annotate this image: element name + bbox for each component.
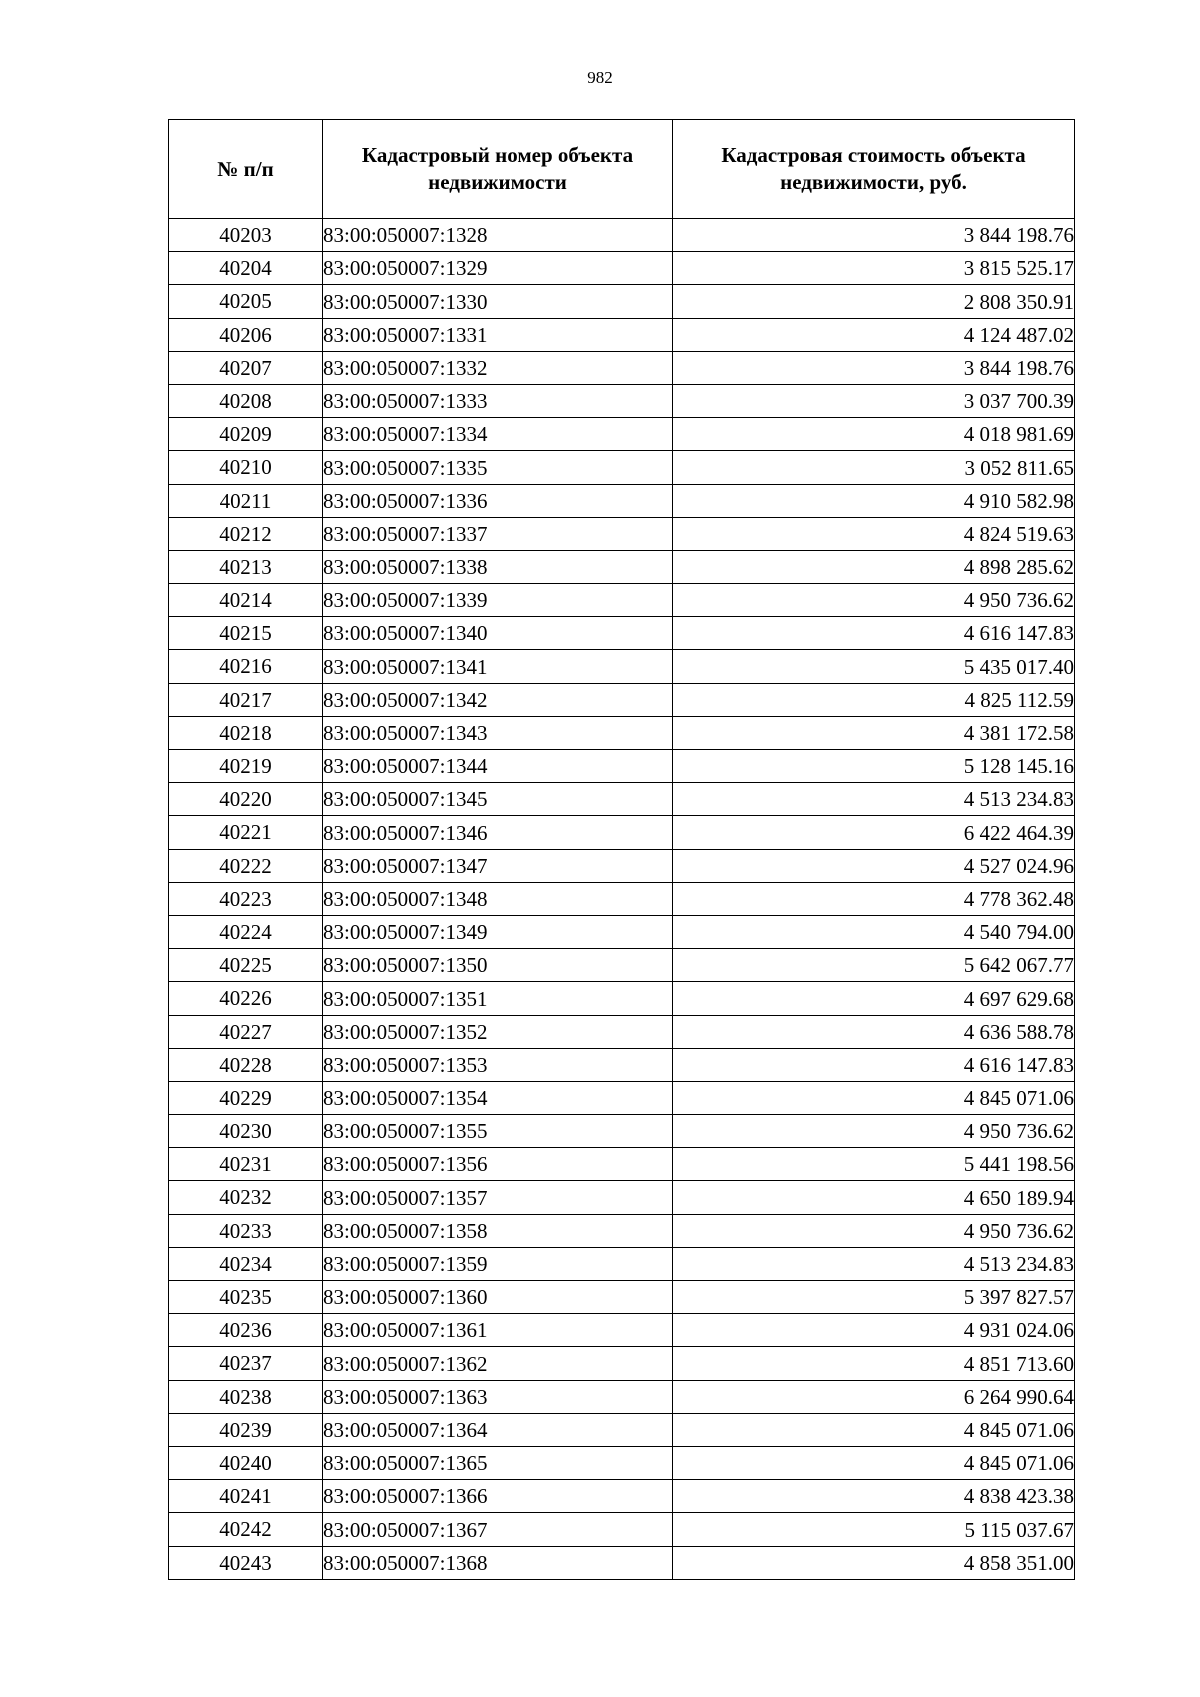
cadastral-value-cell: 4 950 736.62 (673, 1214, 1075, 1247)
cadastral-number-cell: 83:00:050007:1356 (323, 1148, 673, 1181)
cadastral-number-cell: 83:00:050007:1366 (323, 1480, 673, 1513)
table-row (169, 1148, 1075, 1181)
table-row (169, 949, 1075, 982)
cadastral-value-cell: 5 642 067.77 (673, 949, 1075, 982)
header-row-number: № п/п (169, 120, 323, 219)
header-cadastral-value: Кадастровая стоимость объекта недвижимости, руб. (673, 120, 1075, 219)
table-row (169, 1314, 1075, 1347)
table-row (169, 1347, 1075, 1380)
cadastral-value-cell: 3 815 525.17 (673, 252, 1075, 285)
table-row (169, 219, 1075, 252)
row-number-cell: 40225 (169, 949, 323, 982)
row-number-cell: 40236 (169, 1314, 323, 1347)
table-row (169, 484, 1075, 517)
row-number-cell: 40235 (169, 1281, 323, 1314)
table-row (169, 1081, 1075, 1114)
table-row (169, 550, 1075, 583)
row-number-cell: 40232 (169, 1181, 323, 1214)
row-number-cell: 40216 (169, 650, 323, 683)
cadastral-number-cell: 83:00:050007:1363 (323, 1380, 673, 1413)
cadastral-value-cell: 6 422 464.39 (673, 816, 1075, 849)
cadastral-number-cell: 83:00:050007:1329 (323, 252, 673, 285)
row-number-cell: 40222 (169, 849, 323, 882)
cadastral-number-cell: 83:00:050007:1367 (323, 1513, 673, 1546)
cadastral-value-cell: 5 441 198.56 (673, 1148, 1075, 1181)
cadastral-value-cell: 4 616 147.83 (673, 617, 1075, 650)
row-number-cell: 40207 (169, 351, 323, 384)
row-number-cell: 40218 (169, 716, 323, 749)
table-row (169, 1181, 1075, 1214)
cadastral-number-cell: 83:00:050007:1338 (323, 550, 673, 583)
row-number-cell: 40213 (169, 550, 323, 583)
table-row (169, 650, 1075, 683)
cadastral-value-cell: 4 898 285.62 (673, 550, 1075, 583)
cadastral-value-cell: 4 851 713.60 (673, 1347, 1075, 1380)
row-number-cell: 40227 (169, 1015, 323, 1048)
cadastral-number-cell: 83:00:050007:1349 (323, 915, 673, 948)
row-number-cell: 40208 (169, 384, 323, 417)
row-number-cell: 40224 (169, 915, 323, 948)
cadastral-number-cell: 83:00:050007:1348 (323, 882, 673, 915)
cadastral-number-cell: 83:00:050007:1334 (323, 418, 673, 451)
table-row (169, 683, 1075, 716)
table-row (169, 849, 1075, 882)
cadastral-number-cell: 83:00:050007:1346 (323, 816, 673, 849)
table-row (169, 451, 1075, 484)
cadastral-value-cell: 4 018 981.69 (673, 418, 1075, 451)
row-number-cell: 40220 (169, 783, 323, 816)
cadastral-number-cell: 83:00:050007:1336 (323, 484, 673, 517)
row-number-cell: 40223 (169, 882, 323, 915)
cadastral-number-cell: 83:00:050007:1331 (323, 318, 673, 351)
row-number-cell: 40211 (169, 484, 323, 517)
cadastral-number-cell: 83:00:050007:1350 (323, 949, 673, 982)
cadastral-number-cell: 83:00:050007:1332 (323, 351, 673, 384)
table-row (169, 882, 1075, 915)
table-row (169, 351, 1075, 384)
cadastral-value-cell: 3 844 198.76 (673, 219, 1075, 252)
row-number-cell: 40205 (169, 285, 323, 318)
table-row (169, 285, 1075, 318)
table-row (169, 1446, 1075, 1479)
cadastral-number-cell: 83:00:050007:1351 (323, 982, 673, 1015)
row-number-cell: 40234 (169, 1247, 323, 1280)
table-body (169, 219, 1075, 1580)
cadastral-number-cell: 83:00:050007:1347 (323, 849, 673, 882)
row-number-cell: 40219 (169, 750, 323, 783)
row-number-cell: 40230 (169, 1115, 323, 1148)
table-row (169, 915, 1075, 948)
cadastral-number-cell: 83:00:050007:1352 (323, 1015, 673, 1048)
table-row (169, 1281, 1075, 1314)
table-row (169, 1214, 1075, 1247)
cadastral-value-cell: 4 513 234.83 (673, 1247, 1075, 1280)
cadastral-number-cell: 83:00:050007:1357 (323, 1181, 673, 1214)
cadastral-value-cell: 5 397 827.57 (673, 1281, 1075, 1314)
cadastral-value-cell: 4 910 582.98 (673, 484, 1075, 517)
cadastral-value-cell: 2 808 350.91 (673, 285, 1075, 318)
row-number-cell: 40242 (169, 1513, 323, 1546)
row-number-cell: 40226 (169, 982, 323, 1015)
cadastral-number-cell: 83:00:050007:1364 (323, 1413, 673, 1446)
cadastral-value-cell: 4 540 794.00 (673, 915, 1075, 948)
cadastral-number-cell: 83:00:050007:1343 (323, 716, 673, 749)
row-number-cell: 40209 (169, 418, 323, 451)
table-row (169, 1115, 1075, 1148)
table-row (169, 1513, 1075, 1546)
table-row (169, 252, 1075, 285)
cadastral-value-cell: 5 115 037.67 (673, 1513, 1075, 1546)
row-number-cell: 40228 (169, 1048, 323, 1081)
cadastral-number-cell: 83:00:050007:1341 (323, 650, 673, 683)
cadastral-value-cell: 3 844 198.76 (673, 351, 1075, 384)
row-number-cell: 40212 (169, 517, 323, 550)
row-number-cell: 40203 (169, 219, 323, 252)
cadastral-value-cell: 3 052 811.65 (673, 451, 1075, 484)
cadastral-value-cell: 4 950 736.62 (673, 1115, 1075, 1148)
header-cadastral-number: Кадастровый номер объекта недвижимости (323, 120, 673, 219)
header-row (169, 120, 1075, 219)
row-number-cell: 40214 (169, 584, 323, 617)
cadastral-number-cell: 83:00:050007:1365 (323, 1446, 673, 1479)
cadastral-number-cell: 83:00:050007:1330 (323, 285, 673, 318)
table-row (169, 982, 1075, 1015)
table-row (169, 517, 1075, 550)
cadastral-number-cell: 83:00:050007:1360 (323, 1281, 673, 1314)
cadastral-number-cell: 83:00:050007:1359 (323, 1247, 673, 1280)
cadastral-value-cell: 4 950 736.62 (673, 584, 1075, 617)
table-row (169, 716, 1075, 749)
cadastral-value-cell: 4 778 362.48 (673, 882, 1075, 915)
row-number-cell: 40206 (169, 318, 323, 351)
table-row (169, 1480, 1075, 1513)
cadastral-value-cell: 4 845 071.06 (673, 1081, 1075, 1114)
table-row (169, 1413, 1075, 1446)
table-row (169, 1015, 1075, 1048)
cadastral-number-cell: 83:00:050007:1335 (323, 451, 673, 484)
row-number-cell: 40238 (169, 1380, 323, 1413)
cadastral-value-cell: 3 037 700.39 (673, 384, 1075, 417)
row-number-cell: 40240 (169, 1446, 323, 1479)
cadastral-value-cell: 4 513 234.83 (673, 783, 1075, 816)
cadastral-value-cell: 4 697 629.68 (673, 982, 1075, 1015)
cadastral-value-cell: 4 636 588.78 (673, 1015, 1075, 1048)
cadastral-value-cell: 4 858 351.00 (673, 1546, 1075, 1579)
cadastral-value-cell: 4 845 071.06 (673, 1446, 1075, 1479)
cadastral-value-table (168, 119, 1075, 1580)
cadastral-number-cell: 83:00:050007:1361 (323, 1314, 673, 1347)
cadastral-number-cell: 83:00:050007:1354 (323, 1081, 673, 1114)
row-number-cell: 40239 (169, 1413, 323, 1446)
cadastral-number-cell: 83:00:050007:1339 (323, 584, 673, 617)
cadastral-value-cell: 4 616 147.83 (673, 1048, 1075, 1081)
cadastral-number-cell: 83:00:050007:1355 (323, 1115, 673, 1148)
table-row (169, 584, 1075, 617)
table-row (169, 1546, 1075, 1579)
row-number-cell: 40241 (169, 1480, 323, 1513)
cadastral-value-cell: 5 128 145.16 (673, 750, 1075, 783)
cadastral-number-cell: 83:00:050007:1344 (323, 750, 673, 783)
row-number-cell: 40231 (169, 1148, 323, 1181)
table-row (169, 783, 1075, 816)
row-number-cell: 40237 (169, 1347, 323, 1380)
cadastral-value-cell: 4 124 487.02 (673, 318, 1075, 351)
table-row (169, 617, 1075, 650)
cadastral-value-cell: 4 838 423.38 (673, 1480, 1075, 1513)
row-number-cell: 40204 (169, 252, 323, 285)
cadastral-value-cell: 4 381 172.58 (673, 716, 1075, 749)
cadastral-value-cell: 4 931 024.06 (673, 1314, 1075, 1347)
cadastral-value-cell: 4 527 024.96 (673, 849, 1075, 882)
row-number-cell: 40221 (169, 816, 323, 849)
cadastral-number-cell: 83:00:050007:1340 (323, 617, 673, 650)
cadastral-value-cell: 4 824 519.63 (673, 517, 1075, 550)
row-number-cell: 40233 (169, 1214, 323, 1247)
cadastral-number-cell: 83:00:050007:1353 (323, 1048, 673, 1081)
table-row (169, 1247, 1075, 1280)
cadastral-number-cell: 83:00:050007:1337 (323, 517, 673, 550)
row-number-cell: 40217 (169, 683, 323, 716)
cadastral-number-cell: 83:00:050007:1333 (323, 384, 673, 417)
cadastral-value-cell: 5 435 017.40 (673, 650, 1075, 683)
cadastral-number-cell: 83:00:050007:1328 (323, 219, 673, 252)
cadastral-number-cell: 83:00:050007:1368 (323, 1546, 673, 1579)
row-number-cell: 40229 (169, 1081, 323, 1114)
table-row (169, 1048, 1075, 1081)
table-row (169, 418, 1075, 451)
row-number-cell: 40243 (169, 1546, 323, 1579)
table-row (169, 1380, 1075, 1413)
table-row (169, 750, 1075, 783)
cadastral-number-cell: 83:00:050007:1358 (323, 1214, 673, 1247)
page-number: 982 (587, 68, 613, 87)
table-row (169, 816, 1075, 849)
cadastral-value-cell: 6 264 990.64 (673, 1380, 1075, 1413)
cadastral-value-cell: 4 845 071.06 (673, 1413, 1075, 1446)
table-row (169, 384, 1075, 417)
table-header (169, 120, 1075, 219)
row-number-cell: 40215 (169, 617, 323, 650)
cadastral-number-cell: 83:00:050007:1342 (323, 683, 673, 716)
cadastral-value-cell: 4 650 189.94 (673, 1181, 1075, 1214)
cadastral-number-cell: 83:00:050007:1345 (323, 783, 673, 816)
row-number-cell: 40210 (169, 451, 323, 484)
table-row (169, 318, 1075, 351)
cadastral-number-cell: 83:00:050007:1362 (323, 1347, 673, 1380)
cadastral-value-cell: 4 825 112.59 (673, 683, 1075, 716)
